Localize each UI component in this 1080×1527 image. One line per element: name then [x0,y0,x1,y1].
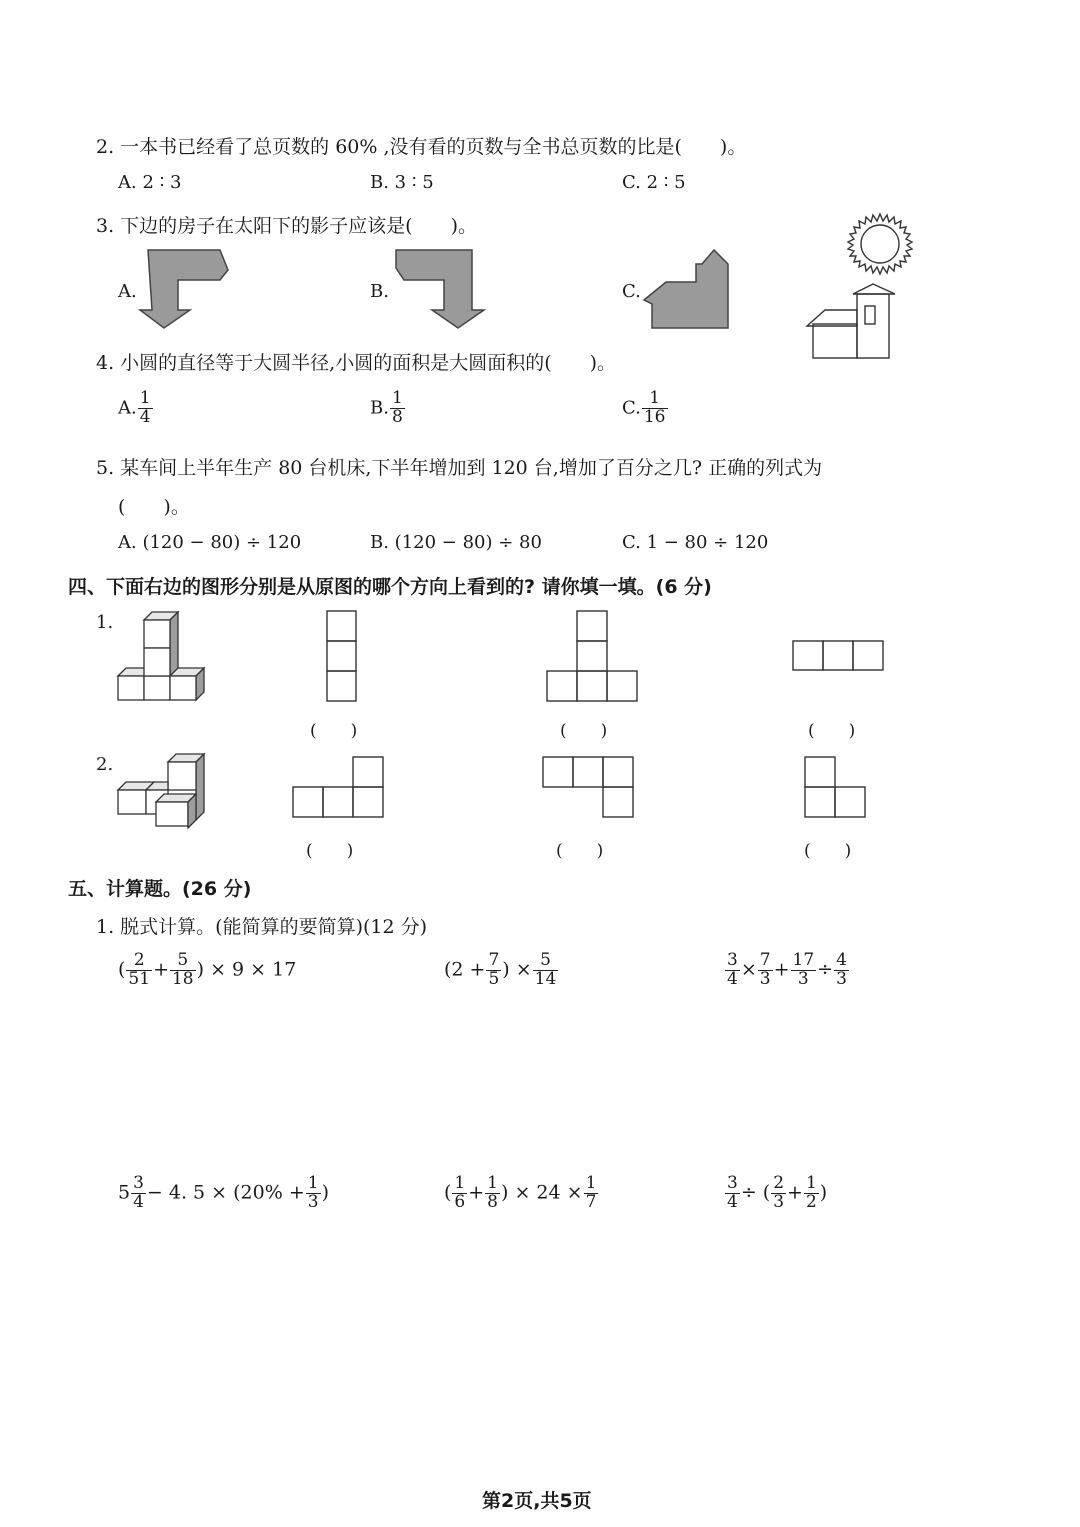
row2-view-reverse-l-figure [542,756,634,818]
row2-answer-blank-1[interactable]: ( ) [306,841,354,861]
q2-option-c: C. 2 ∶ 5 [622,172,686,193]
calc-expression-1: ( $\frac{2}{51}$ + $\frac{5}{18}$ ) × 9 × 17 [118,950,297,989]
row1-view-horizontal-figure [792,640,884,672]
q3-option-c: C. [622,281,641,302]
shadow-option-a-figure [140,248,235,333]
q5-option-b: B. (120 − 80) ÷ 80 [370,532,542,553]
q3-stem: 3. 下边的房子在太阳下的影子应该是( )。 [96,215,477,237]
shadow-option-c-figure [644,248,739,333]
q2-option-a: A. 2 ∶ 3 [118,172,182,193]
section-5-title: 五、计算题。(26 分) [68,878,252,900]
calc-expression-2: (2 + $\frac{7}{5}$ ) × $\frac{5}{14}$ [444,950,557,989]
calc-expression-6: $\frac{3}{4}$ ÷ ( $\frac{2}{3}$ + $\frac{1}{2}$ ) [727,1173,828,1212]
shadow-option-b-figure [392,248,487,333]
q5-blank: ( )。 [118,496,190,518]
q4-option-a: A. $\frac{1}{4}$ [118,388,151,427]
row2-answer-blank-2[interactable]: ( ) [556,841,604,861]
section-4-row1-label: 1. [96,612,114,633]
q5-option-c: C. 1 − 80 ÷ 120 [622,532,769,553]
page-number-footer: 第2页,共5页 [482,1490,592,1512]
calc-expression-5: ( $\frac{1}{6}$ + $\frac{1}{8}$ ) × 24 × $\frac{1}{7}$ [444,1173,597,1212]
section-5-subtitle: 1. 脱式计算。(能简算的要简算)(12 分) [96,916,428,938]
row2-answer-blank-3[interactable]: ( ) [804,841,852,861]
row1-original-solid-figure [118,610,208,702]
sun-icon [846,210,916,280]
q4-option-b: B. $\frac{1}{8}$ [370,388,403,427]
house-figure [805,284,917,362]
calc-expression-3: $\frac{3}{4}$ × $\frac{7}{3}$ + $\frac{17}{3}$ ÷ $\frac{4}{3}$ [727,950,847,989]
row2-view-l-shape-figure [292,756,384,818]
row1-answer-blank-3[interactable]: ( ) [808,721,856,741]
row1-view-t-shape-figure [546,610,638,702]
row1-answer-blank-2[interactable]: ( ) [560,721,608,741]
q3-option-b: B. [370,281,389,302]
q5-stem: 5. 某车间上半年生产 80 台机床,下半年增加到 120 台,增加了百分之几? 正确的列式为 [96,457,823,479]
row2-original-solid-figure [118,752,208,830]
calc-expression-4: 5 $\frac{3}{4}$ − 4. 5 × (20% + $\frac{1}{3}$ ) [118,1173,329,1212]
section-4-title: 四、下面右边的图形分别是从原图的哪个方向上看到的? 请你填一填。(6 分) [68,576,712,598]
q5-option-a: A. (120 − 80) ÷ 120 [118,532,302,553]
q4-stem: 4. 小圆的直径等于大圆半径,小圆的面积是大圆面积的( )。 [96,352,617,374]
row1-view-vertical-figure [326,610,358,702]
row1-answer-blank-1[interactable]: ( ) [310,721,358,741]
q4-option-c: C. $\frac{1}{16}$ [622,388,666,427]
section-4-row2-label: 2. [96,754,114,775]
row2-view-corner-figure [804,756,866,818]
q2-option-b: B. 3 ∶ 5 [370,172,434,193]
q3-option-a: A. [118,281,137,302]
q2-stem: 2. 一本书已经看了总页数的 60% ,没有看的页数与全书总页数的比是( )。 [96,136,747,158]
